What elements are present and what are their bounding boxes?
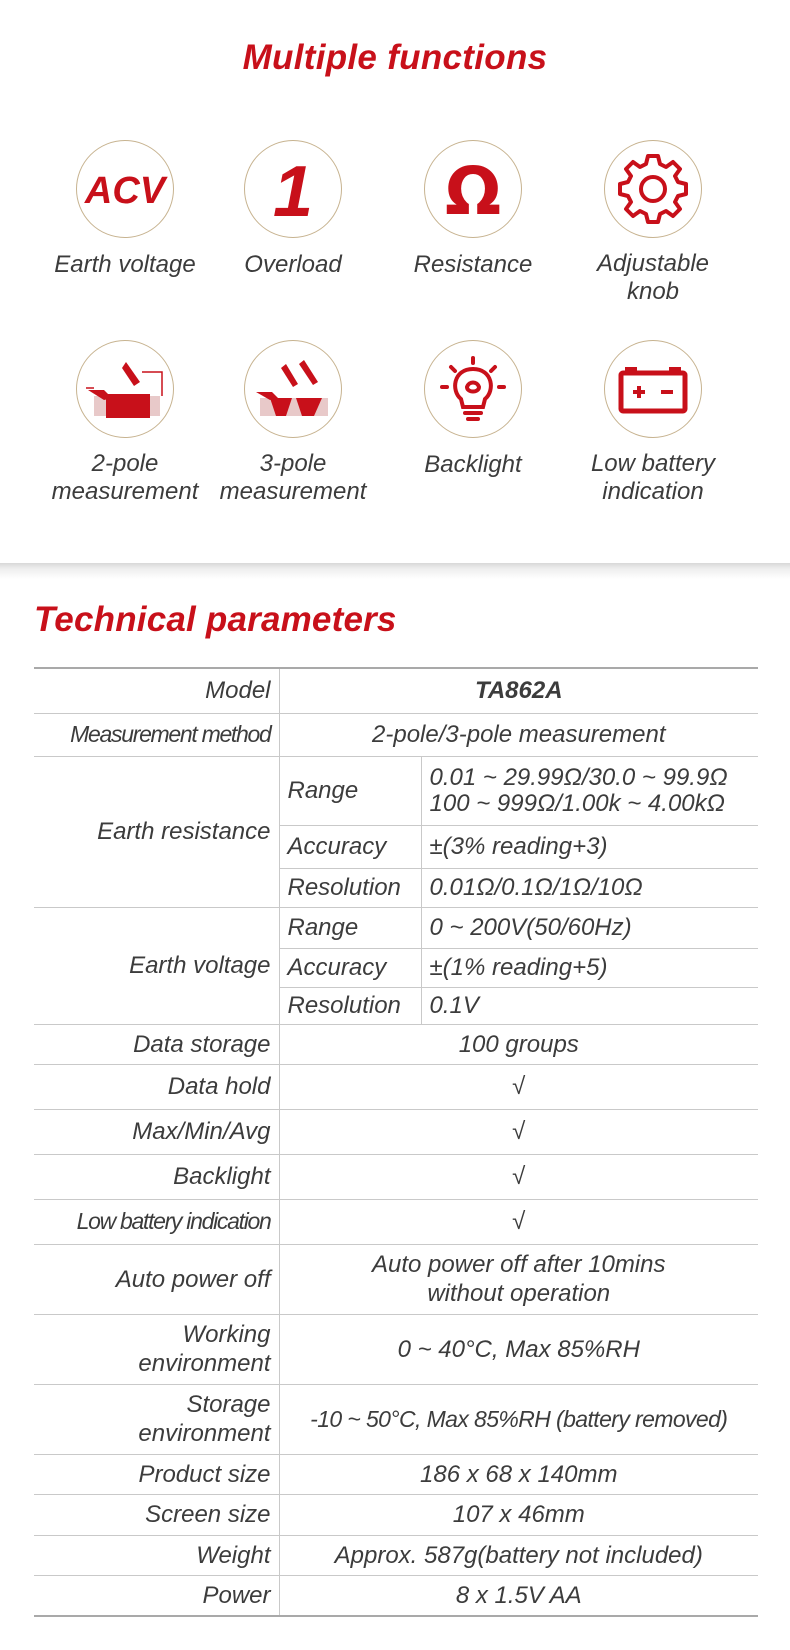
row-value: -10 ~ 50°C, Max 85%RH (battery removed) [279, 1384, 758, 1454]
table-row [34, 1314, 758, 1384]
sub-label: Resolution [279, 987, 421, 1024]
row-label: Working environment [34, 1314, 279, 1384]
three-pole-probe-icon [244, 340, 342, 438]
feature-label: 3-pole measurement [219, 450, 367, 505]
feature-label: Overload [244, 251, 342, 278]
sub-label: Accuracy [279, 948, 421, 987]
lightbulb-icon [424, 340, 522, 438]
row-label: Storage environment [34, 1384, 279, 1454]
feature-low-battery [558, 340, 748, 506]
table-row [34, 1024, 758, 1064]
row-label: Power [34, 1575, 279, 1616]
omega-icon [424, 140, 522, 238]
section-title-technical-parameters: Technical parameters [34, 600, 397, 639]
table-row [34, 1064, 758, 1109]
range-line-1: 0.01 ~ 29.99Ω/30.0 ~ 99.9Ω [429, 763, 728, 791]
row-value: √ [279, 1199, 758, 1244]
row-value: 0 ~ 40°C, Max 85%RH [279, 1314, 758, 1384]
range-line-2: 100 ~ 999Ω/1.00k ~ 4.00kΩ [429, 789, 725, 817]
row-value: 8 x 1.5V AA [279, 1575, 758, 1616]
feature-overload [198, 140, 388, 280]
row-value: 100 groups [279, 1024, 758, 1064]
row-label: Data storage [34, 1024, 279, 1064]
row-label: Auto power off [34, 1244, 279, 1314]
sub-value [421, 756, 758, 825]
section-divider [0, 563, 790, 579]
row-value: Approx. 587g(battery not included) [279, 1535, 758, 1575]
sub-label: Accuracy [279, 825, 421, 868]
sub-value: ±(3% reading+3) [421, 825, 758, 868]
sub-label: Range [279, 907, 421, 948]
row-label: Data hold [34, 1064, 279, 1109]
overload-one-icon [244, 140, 342, 238]
table-row [34, 1199, 758, 1244]
sub-value: ±(1% reading+5) [421, 948, 758, 987]
technical-parameters-table [34, 667, 758, 1617]
row-label: Max/Min/Avg [34, 1109, 279, 1154]
table-row [34, 1109, 758, 1154]
feature-2-pole [30, 340, 220, 506]
battery-icon [604, 340, 702, 438]
row-value: Auto power off after 10mins without operation [279, 1244, 758, 1314]
table-row [34, 1535, 758, 1575]
feature-label: 2-pole measurement [51, 450, 199, 505]
table-row [34, 1575, 758, 1616]
row-value: TA862A [279, 668, 758, 713]
sub-value: 0 ~ 200V(50/60Hz) [421, 907, 758, 948]
table-row [34, 756, 758, 825]
row-value: 186 x 68 x 140mm [279, 1454, 758, 1494]
row-value: √ [279, 1154, 758, 1199]
row-label: Earth voltage [34, 907, 279, 1024]
row-label: Measurement method [34, 713, 279, 756]
table-row [34, 1244, 758, 1314]
sub-value: 0.1V [421, 987, 758, 1024]
table-row [34, 668, 758, 713]
feature-label: Low battery indication [590, 450, 716, 505]
table-row [34, 1454, 758, 1494]
feature-3-pole [198, 340, 388, 506]
sub-label: Range [279, 756, 421, 825]
row-label: Screen size [34, 1494, 279, 1535]
svg-text:Ω: Ω [444, 154, 502, 224]
table-row [34, 1494, 758, 1535]
multiple-functions-section [0, 0, 790, 565]
table-row [34, 1384, 758, 1454]
table-row [34, 1154, 758, 1199]
row-label: Earth resistance [34, 756, 279, 907]
sub-value: 0.01Ω/0.1Ω/1Ω/10Ω [421, 868, 758, 907]
row-value: √ [279, 1109, 758, 1154]
row-label: Model [34, 668, 279, 713]
feature-label: Resistance [413, 251, 533, 278]
feature-adjustable-knob [558, 140, 748, 306]
two-pole-probe-icon [76, 340, 174, 438]
section-title-functions: Multiple functions [242, 38, 548, 77]
acv-icon [76, 140, 174, 238]
feature-earth-voltage [30, 140, 220, 280]
feature-label: Adjustable knob [596, 250, 710, 305]
row-label: Backlight [34, 1154, 279, 1199]
feature-resistance [378, 140, 568, 280]
row-value: √ [279, 1064, 758, 1109]
table-row [34, 713, 758, 756]
sub-label: Resolution [279, 868, 421, 907]
row-label: Low battery indication [34, 1199, 279, 1244]
row-value: 107 x 46mm [279, 1494, 758, 1535]
feature-label: Earth voltage [54, 251, 196, 278]
feature-label: Backlight [424, 451, 522, 478]
gear-icon [604, 140, 702, 238]
table-row [34, 907, 758, 948]
svg-text:1: 1 [272, 154, 314, 224]
svg-text:ACV: ACV [84, 170, 166, 212]
row-value: 2-pole/3-pole measurement [279, 713, 758, 756]
row-label: Weight [34, 1535, 279, 1575]
row-label: Product size [34, 1454, 279, 1494]
feature-backlight [378, 340, 568, 480]
